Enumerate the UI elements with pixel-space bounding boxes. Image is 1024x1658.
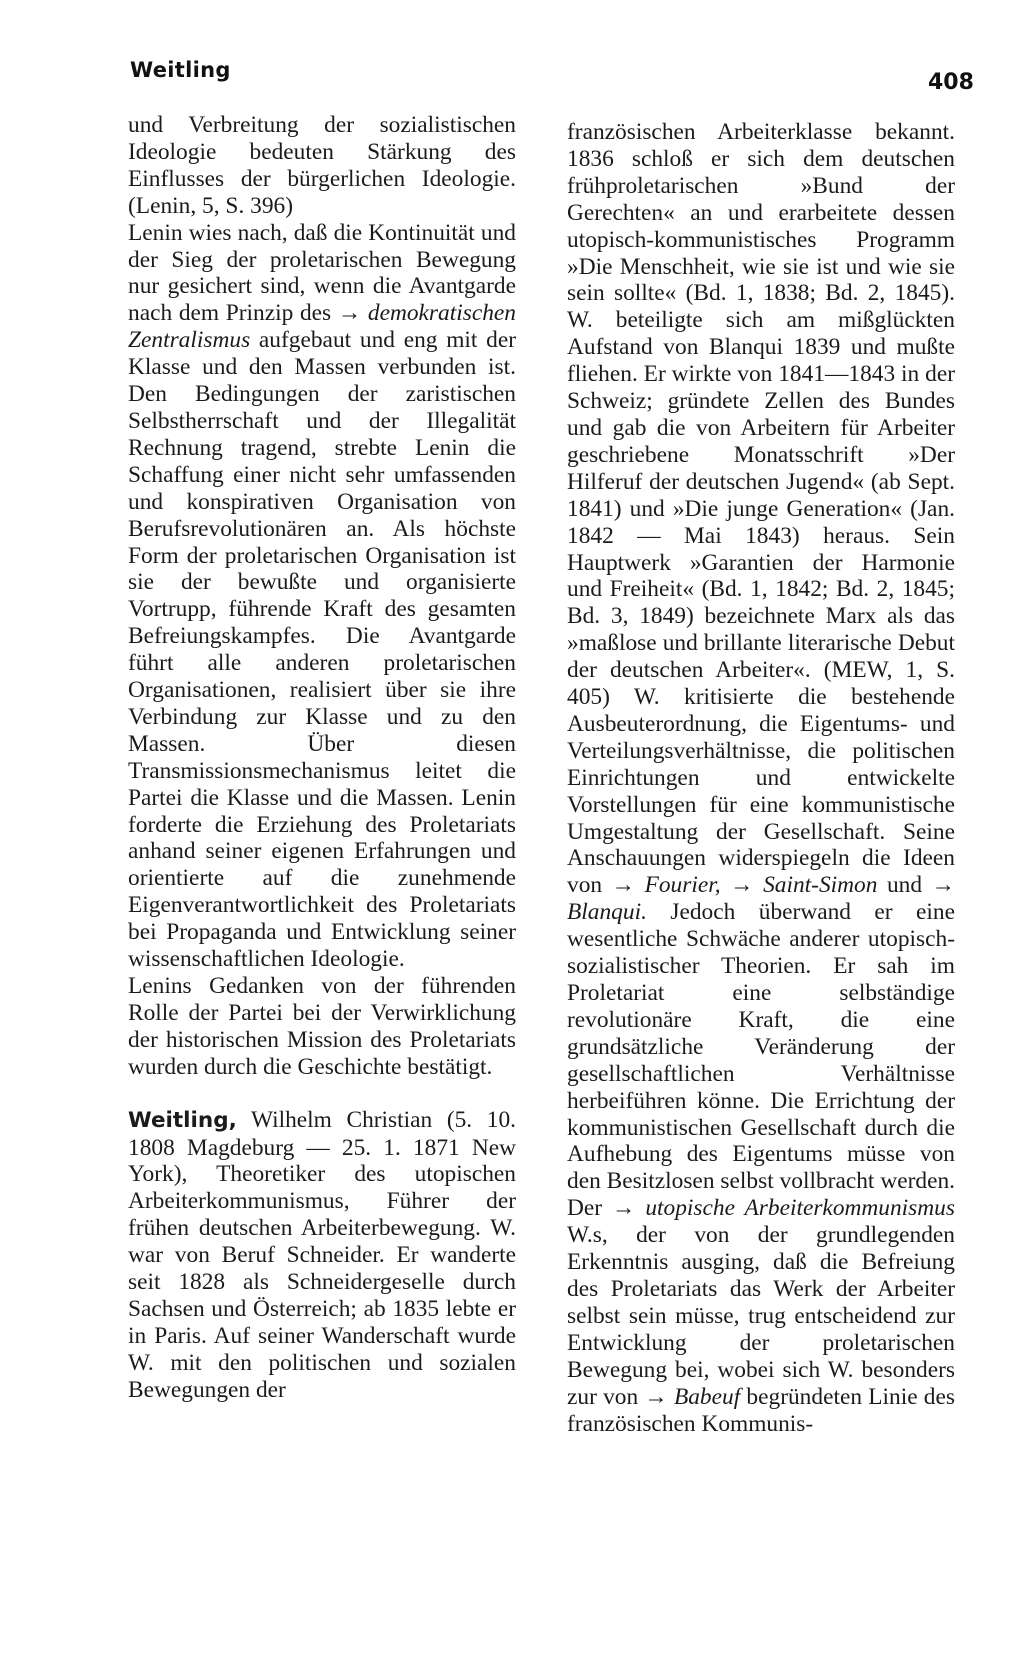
- running-head: Weitling: [130, 58, 231, 82]
- page-number: 408: [928, 70, 974, 95]
- paragraph-text: Jedoch überwand er eine wesentliche Schwäche anderer utopisch-sozialistischer Theorien. Er sah im Proletariat eine selbständige revolutionäre Kraft, die eine grundsätzliche Veränderung der gesellschaftlichen Verhältnisse herbeiführen könne. Die Errichtung der kommunistischen Gesellschaft durch die Aufhebung des Eigentums müsse von den Besitzlosen selbst vollbracht werden. Der: [567, 899, 955, 1222]
- paragraph: [128, 112, 516, 220]
- paragraph-text: W.s, der von der grundlegenden Erkenntnis ausging, daß die Befreiung des Proletariats das Werk der Arbeiter selbst sein müsse, trug entscheidend zur Entwicklung der proletarischen Bewegung bei, wobei sich W. besonders zur von: [567, 1222, 955, 1410]
- paragraph-text: [721, 872, 731, 898]
- paragraph: [128, 973, 516, 1081]
- left-column: [128, 112, 516, 1404]
- paragraph: [128, 220, 516, 973]
- cross-reference: utopische Arbeiterkommunismus: [645, 1195, 955, 1222]
- cross-reference-arrow-icon: →: [337, 300, 362, 327]
- cross-reference: Saint-Simon: [763, 872, 878, 899]
- paragraph-text: und: [877, 872, 932, 899]
- cross-reference: Blanqui.: [567, 899, 647, 926]
- cross-reference-arrow-icon: →: [644, 1383, 668, 1410]
- cross-reference-arrow-icon: →: [611, 872, 636, 899]
- cross-reference: Babeuf: [673, 1383, 741, 1410]
- paragraph-text: französischen Arbeiterklasse bekannt. 1836 schloß er sich dem deutschen frühproletarischen »Bund der Gerechten« an und erarbeitete dessen utopisch-kommunistisches Programm »Die Menschheit, wie sie ist und wie sie sein sollte« (Bd. 1, 1838; Bd. 2, 1845). W. beteiligte sich am mißglückten Aufstand von Blanqui 1839 und mußte fliehen. Er wirkte von 1841—1843 in der Schweiz; gründete Zellen des Bundes und gab die von Arbeitern für Arbeiter geschriebene Monatsschrift »Der Hilferuf der deutschen Jugend« (ab Sept. 1841) und »Die junge Generation« (Jan. 1842 — Mai 1843) heraus. Sein Hauptwerk »Garantien der Harmonie und Freiheit« (Bd. 1, 1842; Bd. 2, 1845; Bd. 3, 1849) bezeichnete Marx als das »maßlose und brillante literarische Debut der deutschen Arbeiter«. (MEW, 1, S. 405) W. kritisierte die bestehende Ausbeuterordnung, die Eigentums- und Verteilungsverhältnisse, die politischen Einrichtungen und entwickelte Vorstellungen für eine kommunistische Umgestaltung der Gesellschaft. Seine Anschauungen widerspiegeln die Ideen von: [567, 119, 955, 899]
- paragraph-text: begründeten Linie des französischen Kommunis-: [567, 1383, 955, 1437]
- paragraph: [567, 119, 955, 1437]
- cross-reference-arrow-icon: →: [730, 872, 754, 899]
- cross-reference-arrow-icon: →: [931, 872, 955, 899]
- paragraph-text: und Verbreitung der sozialistischen Ideologie bedeuten Stärkung des Einflusses der bürgerlichen Ideologie. (Lenin, 5, S. 396): [128, 112, 516, 219]
- entry-headword: Weitling,: [128, 1107, 237, 1133]
- paragraph-text: Lenin wies nach, daß die Kontinuität und der Sieg der proletarischen Bewegung nur gesichert sind, wenn die Avantgarde nach dem Prinzip des: [128, 219, 516, 327]
- entry-text: Wilhelm Christian (5. 10. 1808 Magdeburg — 25. 1. 1871 New York), Theoretiker des utopischen Arbeiterkommunismus, Führer der frühen deutschen Arbeiterbewegung. W. war von Beruf Schneider. Er wanderte seit 1828 als Schneidergeselle durch Sachsen und Österreich; ab 1835 lebte er in Paris. Auf seiner Wanderschaft wurde W. mit den politischen und sozialen Bewegungen der: [128, 1106, 516, 1403]
- paragraph-text: Lenins Gedanken von der führenden Rolle der Partei bei der Verwirklichung der historischen Mission des Proletariats wurden durch die Geschichte bestätigt.: [128, 973, 516, 1080]
- paragraph-text: aufgebaut und eng mit der Klasse und den Massen verbunden ist. Den Bedingungen der zaristischen Selbstherrschaft und der Illegalität Rechnung tragend, strebte Lenin die Schaffung einer nicht sehr umfassenden und konspirativen Organisation von Berufsrevolutionären an. Als höchste Form der proletarischen Organisation ist sie der bewußte und organisierte Vortrupp, führende Kraft des gesamten Befreiungskampfes. Die Avantgarde führt alle anderen proletarischen Organisationen, realisiert über sie ihre Verbindung zur Klasse und zu den Massen. Über diesen Transmissionsmechanismus leitet die Partei die Klasse und die Massen. Lenin forderte die Erziehung des Proletariats anhand seiner eigenen Erfahrungen und orientierte auf die zunehmende Eigenverantwortlichkeit des Proletariats bei Propaganda und Entwicklung seiner wissenschaftlichen Ideologie.: [128, 327, 516, 973]
- cross-reference: Fourier,: [644, 872, 721, 899]
- dictionary-entry: [128, 1107, 516, 1404]
- right-column: [567, 119, 955, 1437]
- cross-reference: demokratischen Zentralismus: [128, 300, 516, 354]
- cross-reference-arrow-icon: →: [612, 1195, 636, 1222]
